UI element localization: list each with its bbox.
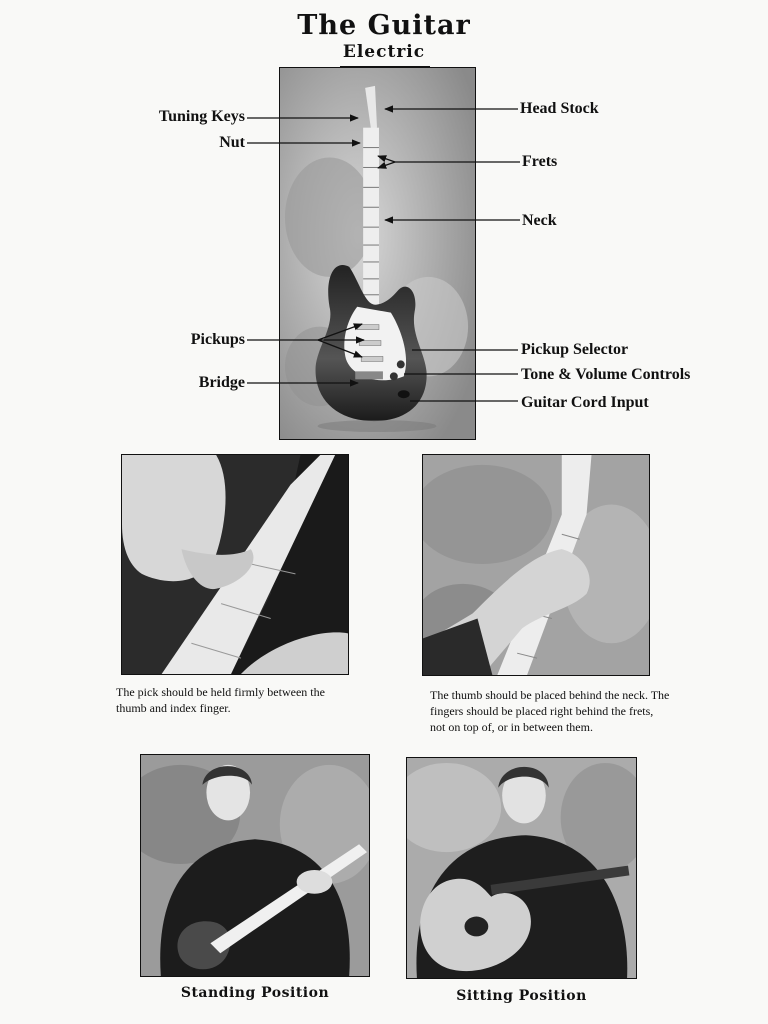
label-bridge: Bridge [198,374,245,391]
label-tuning-keys: Tuning Keys [158,108,245,125]
thumb-caption: The thumb should be placed behind the neck. The fingers should be placed right behind the frets, not on top of, or in between them. [430,688,670,734]
fret-hand-photo [422,454,650,676]
sitting-position-label: Sitting Position [456,988,587,1004]
page-subtitle: Electric [342,42,426,62]
label-pickup-selector: Pickup Selector [521,341,629,358]
label-tone-volume: Tone & Volume Controls [521,366,691,383]
standing-position-photo [140,754,370,977]
label-cord-input: Guitar Cord Input [521,394,649,411]
pick-caption: The pick should be held firmly between the thumb and index finger. [116,685,325,715]
label-frets: Frets [522,153,558,170]
label-nut: Nut [219,134,245,151]
sitting-position-photo [406,757,637,979]
label-head-stock: Head Stock [520,100,599,117]
standing-position-label: Standing Position [180,985,330,1001]
page-title: The Guitar [297,10,471,41]
electric-guitar-photo [279,67,476,440]
label-pickups: Pickups [190,331,245,348]
pick-hold-photo [121,454,349,675]
label-neck: Neck [522,212,557,229]
